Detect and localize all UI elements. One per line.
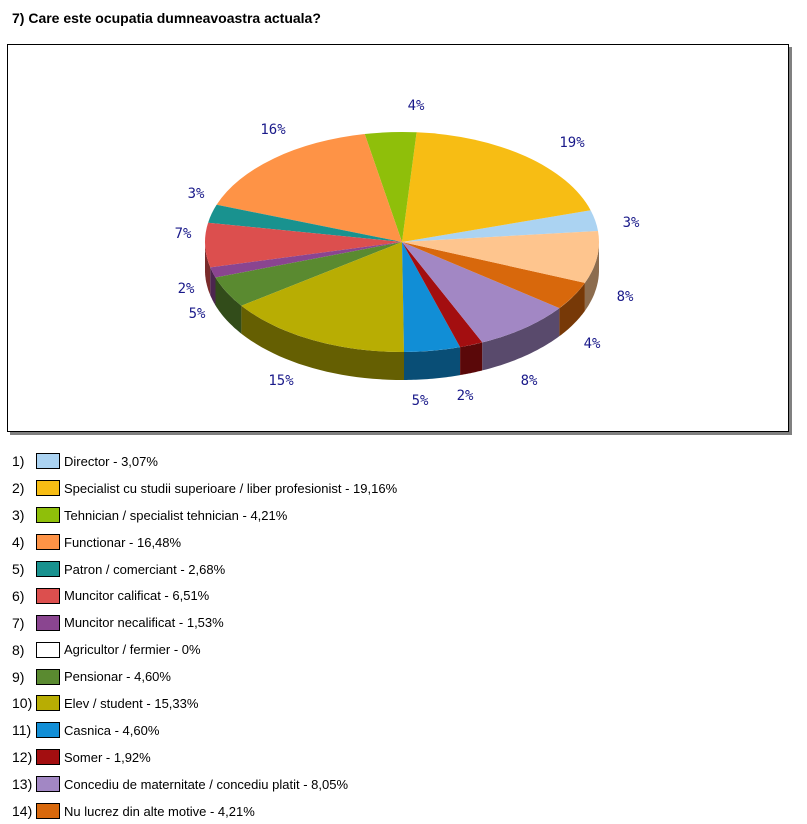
legend-item bbox=[12, 609, 397, 636]
legend-separator: - bbox=[142, 695, 155, 711]
legend-number: 5) bbox=[12, 561, 25, 577]
legend-separator: - bbox=[122, 669, 135, 685]
legend-number: 7) bbox=[12, 614, 25, 631]
slice-percent-label: 3% bbox=[622, 215, 640, 231]
legend-swatch bbox=[36, 588, 60, 604]
legend-value: 1,92% bbox=[113, 749, 151, 765]
legend-label: Functionar bbox=[64, 534, 126, 550]
slice-percent-label: 2% bbox=[456, 388, 474, 404]
legend-separator: - bbox=[160, 588, 173, 604]
legend-item bbox=[12, 475, 397, 502]
legend-label: Somer bbox=[64, 749, 103, 765]
legend-value: 8,05% bbox=[311, 776, 349, 792]
legend-number: 6) bbox=[12, 587, 25, 604]
slice-percent-label: 7% bbox=[174, 226, 192, 242]
legend-label: Agricultor / fermier bbox=[64, 642, 171, 658]
slice-percent-label: 8% bbox=[616, 289, 634, 305]
legend-value: 19,16% bbox=[353, 480, 398, 496]
legend-separator: - bbox=[110, 722, 123, 738]
slice-percent-label: 8% bbox=[520, 373, 538, 389]
legend-label: Muncitor calificat bbox=[64, 588, 161, 604]
legend-label: Concediu de maternitate / concediu platit bbox=[64, 776, 300, 792]
legend-separator: - bbox=[238, 507, 251, 523]
slice-percent-label: 19% bbox=[559, 135, 585, 151]
legend-item bbox=[12, 556, 397, 583]
legend-swatch bbox=[36, 480, 60, 496]
legend-value: 6,51% bbox=[172, 588, 210, 604]
legend-value: 0% bbox=[181, 642, 201, 658]
legend bbox=[12, 448, 397, 824]
legend-swatch bbox=[36, 615, 60, 631]
legend-number: 11) bbox=[12, 722, 32, 739]
legend-number: 4) bbox=[12, 534, 25, 551]
legend-label: Tehnician / specialist tehnician bbox=[64, 507, 239, 523]
legend-label: Elev / student bbox=[64, 695, 143, 711]
pie-slice-side bbox=[460, 342, 482, 375]
legend-value: 16,48% bbox=[136, 534, 182, 550]
legend-separator: - bbox=[176, 561, 189, 577]
legend-label: Director bbox=[64, 453, 110, 469]
legend-label: Patron / comerciant bbox=[64, 561, 177, 577]
legend-value: 4,21% bbox=[217, 803, 255, 819]
legend-number: 14) bbox=[12, 803, 33, 820]
slice-percent-label: 4% bbox=[583, 336, 601, 352]
legend-item bbox=[12, 771, 397, 798]
legend-separator: - bbox=[125, 534, 137, 550]
legend-number: 1) bbox=[12, 453, 25, 470]
slice-percent-label: 15% bbox=[268, 373, 294, 389]
legend-item bbox=[12, 582, 397, 609]
slice-percent-label: 3% bbox=[187, 186, 205, 202]
legend-item bbox=[12, 663, 397, 690]
legend-swatch bbox=[36, 695, 60, 711]
legend-label: Muncitor necalificat bbox=[64, 615, 176, 631]
legend-swatch bbox=[36, 803, 60, 819]
legend-swatch bbox=[36, 722, 60, 738]
slice-percent-label: 5% bbox=[411, 393, 429, 409]
legend-swatch bbox=[36, 749, 60, 765]
legend-swatch bbox=[36, 561, 60, 577]
legend-label: Casnica bbox=[64, 722, 111, 738]
legend-label: Nu lucrez din alte motive bbox=[64, 803, 207, 819]
legend-swatch bbox=[36, 669, 60, 685]
legend-value: 2,68% bbox=[188, 561, 226, 577]
legend-label: Pensionar bbox=[64, 669, 123, 685]
slice-percent-label: 4% bbox=[407, 98, 425, 114]
legend-number: 12) bbox=[12, 749, 33, 766]
legend-separator: - bbox=[170, 642, 182, 658]
legend-item bbox=[12, 717, 397, 744]
legend-value: 1,53% bbox=[186, 615, 224, 631]
slice-percent-label: 16% bbox=[260, 122, 286, 138]
slice-percent-label: 2% bbox=[177, 281, 195, 297]
legend-swatch bbox=[36, 507, 60, 523]
legend-separator: - bbox=[206, 803, 218, 819]
slice-percent-label: 5% bbox=[188, 306, 206, 322]
legend-value: 3,07% bbox=[121, 453, 158, 469]
legend-value: 15,33% bbox=[154, 695, 199, 711]
legend-value: 4,21% bbox=[250, 507, 288, 523]
legend-number: 2) bbox=[12, 480, 25, 497]
legend-number: 8) bbox=[12, 641, 25, 658]
legend-separator: - bbox=[102, 749, 114, 765]
legend-number: 9) bbox=[12, 668, 25, 685]
legend-value: 4,60% bbox=[122, 722, 160, 738]
legend-item bbox=[12, 529, 397, 556]
legend-item bbox=[12, 448, 397, 475]
legend-swatch bbox=[36, 642, 60, 658]
legend-value: 4,60% bbox=[134, 669, 171, 685]
legend-separator: - bbox=[299, 776, 312, 792]
legend-separator: - bbox=[109, 453, 122, 469]
pie-slice-side bbox=[404, 347, 460, 380]
legend-number: 3) bbox=[12, 507, 25, 524]
legend-swatch bbox=[36, 776, 60, 792]
legend-item bbox=[12, 502, 397, 529]
legend-number: 13) bbox=[12, 776, 33, 793]
legend-item bbox=[12, 690, 397, 717]
legend-separator: - bbox=[175, 615, 187, 631]
chart-frame bbox=[7, 44, 789, 432]
pie-chart bbox=[8, 45, 788, 431]
legend-separator: - bbox=[341, 480, 354, 496]
legend-item bbox=[12, 636, 397, 663]
legend-swatch bbox=[36, 453, 60, 469]
legend-label: Specialist cu studii superioare / liber profesionist bbox=[64, 480, 342, 496]
legend-number: 10) bbox=[12, 695, 33, 712]
legend-swatch bbox=[36, 534, 60, 550]
legend-item bbox=[12, 744, 397, 771]
legend-item bbox=[12, 798, 397, 824]
chart-title: 7) Care este ocupatia dumneavoastra actuala? bbox=[12, 10, 321, 26]
